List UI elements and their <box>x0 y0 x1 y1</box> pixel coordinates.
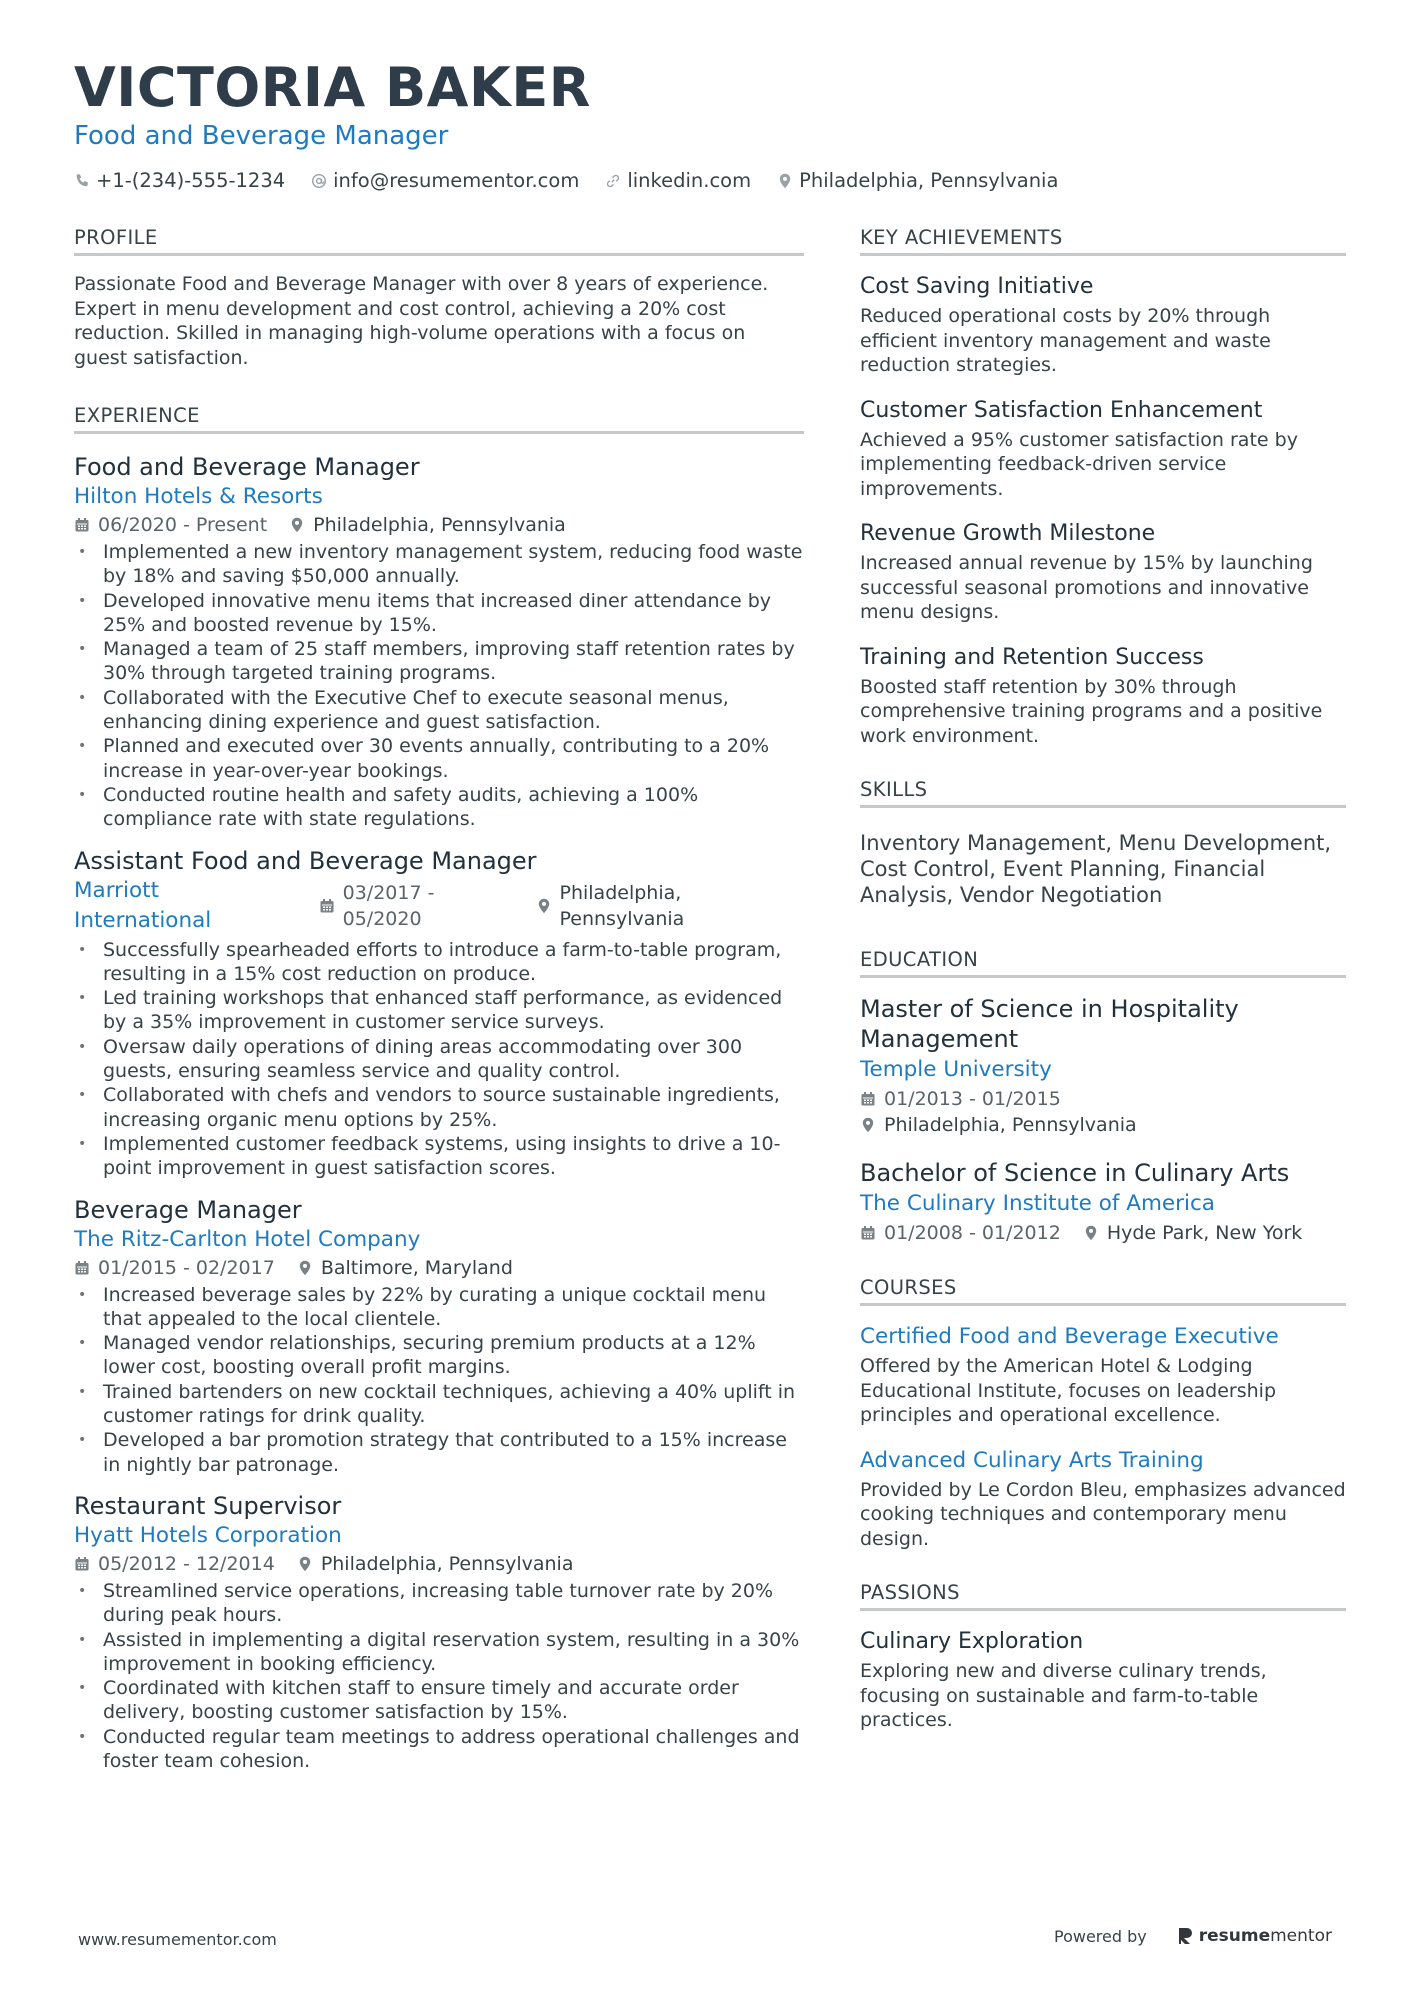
job-title: Food and Beverage Manager <box>74 453 420 481</box>
job-bullet: • Trained bartenders on new cocktail techniques, achieving a 40% uplift in customer ratings for drink quality. <box>74 1380 804 1429</box>
email-text: info@resumementor.com <box>333 169 580 193</box>
passion-item <box>860 1627 1346 1733</box>
skills-text: Inventory Management, Menu Development, Cost Control, Event Planning, Financial Analysis, Vendor Negotiation <box>860 831 1332 907</box>
at-sign-icon <box>311 173 327 189</box>
achievement-desc: Reduced operational costs by 20% through efficient inventory management and waste reduction strategies. <box>860 305 1271 376</box>
section-title-passions: PASSIONS <box>860 1581 1346 1611</box>
job-dates: 05/2012 - 12/2014 <box>98 1552 275 1575</box>
calendar-icon <box>319 898 335 914</box>
job-entry <box>74 846 804 1181</box>
passion-title: Culinary Exploration <box>860 1629 1084 1654</box>
job-bullet: • Streamlined service operations, increasing table turnover rate by 20% during peak hours. <box>74 1579 804 1628</box>
job-bullet: • Developed innovative menu items that increased diner attendance by 25% and boosted revenue by 15%. <box>74 589 804 638</box>
job-bullet: • Successfully spearheaded efforts to introduce a farm-to-table program, resulting in a 15% cost reduction on produce. <box>74 938 804 987</box>
achievement-desc: Increased annual revenue by 15% by launching successful seasonal promotions and innovative menu designs. <box>860 552 1313 623</box>
achievement-desc: Achieved a 95% customer satisfaction rate by implementing feedback-driven service improvements. <box>860 428 1298 500</box>
education-item <box>860 994 1346 1138</box>
job-meta <box>74 1551 804 1577</box>
achievement-title: Training and Retention Success <box>860 644 1204 670</box>
phone-icon <box>74 173 90 189</box>
contact-phone[interactable] <box>74 169 285 192</box>
education-location: Philadelphia, Pennsylvania <box>884 1114 1137 1136</box>
contact-location <box>777 169 1058 192</box>
courses-section <box>860 1276 1346 1551</box>
achievement-item <box>860 643 1346 749</box>
candidate-role: Food and Beverage Manager <box>74 121 449 152</box>
job-title: Assistant Food and Beverage Manager <box>74 846 537 875</box>
job-meta <box>74 512 804 538</box>
job-bullet: • Planned and executed over 30 events annually, contributing to a 20% increase in year-over-year bookings. <box>74 734 804 783</box>
passions-section <box>860 1581 1346 1733</box>
education-dates-row <box>860 1086 1346 1112</box>
job-company: The Ritz-Carlton Hotel Company <box>74 1226 421 1252</box>
job-dates: 01/2015 - 02/2017 <box>98 1256 275 1279</box>
job-entry <box>74 452 804 832</box>
course-item <box>860 1322 1346 1428</box>
job-bullet: • Assisted in implementing a digital reservation system, resulting in a 30% improvement in booking efficiency. <box>74 1628 804 1677</box>
profile-text: Passionate Food and Beverage Manager with over 8 years of experience. Expert in menu development and cost control, achieving a 20% cost reduction. Skilled in managing high-volume operations with a focus on guest satisfaction. <box>74 273 769 369</box>
achievement-title: Revenue Growth Milestone <box>860 521 1156 546</box>
education-school: Temple University <box>860 1057 1052 1082</box>
course-title: Advanced Culinary Arts Training <box>860 1447 1204 1473</box>
right-column <box>860 226 1346 1767</box>
job-bullets <box>74 1283 804 1477</box>
achievements-section <box>860 226 1346 748</box>
job-bullet: • Managed a team of 25 staff members, improving staff retention rates by 30% through targeted training programs. <box>74 637 804 686</box>
calendar-icon <box>860 1225 876 1241</box>
footer-website[interactable]: www.resumementor.com <box>78 1930 277 1949</box>
education-location-row <box>860 1112 1346 1138</box>
job-dates: 06/2020 - Present <box>98 514 268 536</box>
job-title: Restaurant Supervisor <box>74 1491 342 1520</box>
job-bullets <box>74 1579 804 1773</box>
contact-email[interactable] <box>311 169 579 192</box>
job-location: Philadelphia, Pennsylvania <box>313 514 566 536</box>
job-entry <box>74 1195 804 1477</box>
location-pin-icon <box>536 898 552 914</box>
section-title-skills: SKILLS <box>860 778 1346 808</box>
location-pin-icon <box>297 1260 313 1276</box>
course-item <box>860 1446 1346 1552</box>
skills-section <box>860 778 1346 908</box>
job-meta <box>74 1255 804 1281</box>
job-company: Hyatt Hotels Corporation <box>74 1522 342 1548</box>
job-entry <box>74 1491 804 1773</box>
experience-section <box>74 404 804 1773</box>
job-location: Philadelphia, Pennsylvania <box>320 1552 574 1575</box>
location-pin-icon <box>860 1117 876 1133</box>
job-location: Baltimore, Maryland <box>320 1256 513 1279</box>
profile-section <box>74 226 804 370</box>
education-item <box>860 1158 1346 1246</box>
job-bullet: • Collaborated with the Executive Chef to execute seasonal menus, enhancing dining experience and guest satisfaction. <box>74 686 804 735</box>
location-pin-icon <box>297 1556 313 1572</box>
achievement-title: Cost Saving Initiative <box>860 274 1094 299</box>
header <box>74 58 1344 192</box>
education-degree: Bachelor of Science in Culinary Arts <box>860 1159 1290 1187</box>
achievement-item <box>860 272 1346 378</box>
achievement-item <box>860 396 1346 502</box>
course-desc: Offered by the American Hotel & Lodging Educational Institute, focuses on leadership principles and operational excellence. <box>860 1355 1277 1426</box>
section-title-achievements: KEY ACHIEVEMENTS <box>860 226 1346 256</box>
education-location: Hyde Park, New York <box>1106 1222 1303 1244</box>
linkedin-text: linkedin.com <box>627 169 752 193</box>
job-bullet: • Conducted regular team meetings to address operational challenges and foster team cohesion. <box>74 1725 804 1774</box>
contact-linkedin[interactable] <box>605 169 751 192</box>
education-dates: 01/2013 - 01/2015 <box>884 1088 1061 1110</box>
job-company: Hilton Hotels & Resorts <box>74 484 323 509</box>
location-pin-icon <box>289 517 305 533</box>
phone-text: +1-(234)-555-1234 <box>96 169 286 193</box>
calendar-icon <box>860 1091 876 1107</box>
section-title-education: EDUCATION <box>860 948 1346 978</box>
contact-bar <box>74 169 1344 192</box>
job-company-meta <box>74 876 804 936</box>
location-text: Philadelphia, Pennsylvania <box>799 169 1059 193</box>
achievement-item <box>860 519 1346 625</box>
calendar-icon <box>74 1260 90 1276</box>
job-bullet: • Oversaw daily operations of dining areas accommodating over 300 guests, ensuring seamless service and quality control. <box>74 1035 804 1084</box>
education-section <box>860 948 1346 1246</box>
job-bullet: • Increased beverage sales by 22% by curating a unique cocktail menu that appealed to the local clientele. <box>74 1283 804 1332</box>
job-title: Beverage Manager <box>74 1195 302 1224</box>
education-school: The Culinary Institute of America <box>860 1191 1215 1216</box>
link-icon <box>605 173 621 189</box>
job-bullets <box>74 540 804 832</box>
job-bullet: • Managed vendor relationships, securing premium products at a 12% lower cost, boosting overall profit margins. <box>74 1331 804 1380</box>
job-bullet: • Conducted routine health and safety audits, achieving a 100% compliance rate with state regulations. <box>74 783 804 832</box>
job-bullet: • Implemented customer feedback systems, using insights to drive a 10-point improvement in guest satisfaction scores. <box>74 1132 804 1181</box>
brand-logo[interactable] <box>1177 1926 1332 1946</box>
achievement-title: Customer Satisfaction Enhancement <box>860 397 1263 423</box>
job-bullets <box>74 938 804 1181</box>
brand-name-light: mentor <box>1270 1926 1332 1946</box>
job-bullet: • Developed a bar promotion strategy that contributed to a 15% increase in nightly bar patronage. <box>74 1428 804 1477</box>
course-title: Certified Food and Beverage Executive <box>860 1324 1279 1349</box>
section-title-experience: EXPERIENCE <box>74 404 804 434</box>
candidate-name: VICTORIA BAKER <box>74 56 591 119</box>
achievement-desc: Boosted staff retention by 30% through comprehensive training programs and a positive work environment. <box>860 675 1323 747</box>
section-title-courses: COURSES <box>860 1276 1346 1306</box>
left-column <box>74 226 804 1787</box>
job-bullet: • Implemented a new inventory management system, reducing food waste by 18% and saving $50,000 annually. <box>74 540 804 589</box>
calendar-icon <box>74 1556 90 1572</box>
course-desc: Provided by Le Cordon Bleu, emphasizes advanced cooking techniques and contemporary menu design. <box>860 1478 1346 1550</box>
location-pin-icon <box>1083 1225 1099 1241</box>
job-company: Marriott International <box>74 877 212 933</box>
job-bullet: • Coordinated with kitchen staff to ensure timely and accurate order delivery, boosting customer satisfaction by 15%. <box>74 1676 804 1725</box>
section-title-profile: PROFILE <box>74 226 804 256</box>
powered-by-label: Powered by <box>1054 1926 1147 1946</box>
location-pin-icon <box>777 173 793 189</box>
job-dates: 03/2017 - 05/2020 <box>342 881 435 930</box>
resumementor-logo-icon <box>1177 1927 1193 1945</box>
calendar-icon <box>74 517 90 533</box>
job-location: Philadelphia, Pennsylvania <box>559 881 685 930</box>
education-degree: Master of Science in Hospitality Management <box>860 995 1239 1053</box>
footer-powered <box>1054 1926 1332 1946</box>
passion-desc: Exploring new and diverse culinary trends, focusing on sustainable and farm-to-table practices. <box>860 1660 1267 1731</box>
education-dates: 01/2008 - 01/2012 <box>884 1222 1061 1244</box>
job-bullet: • Led training workshops that enhanced staff performance, as evidenced by a 35% improvement in customer service surveys. <box>74 986 804 1035</box>
brand-name-bold: resume <box>1198 1926 1271 1946</box>
job-bullet: • Collaborated with chefs and vendors to source sustainable ingredients, increasing organic menu options by 25%. <box>74 1083 804 1132</box>
education-meta <box>860 1220 1346 1246</box>
